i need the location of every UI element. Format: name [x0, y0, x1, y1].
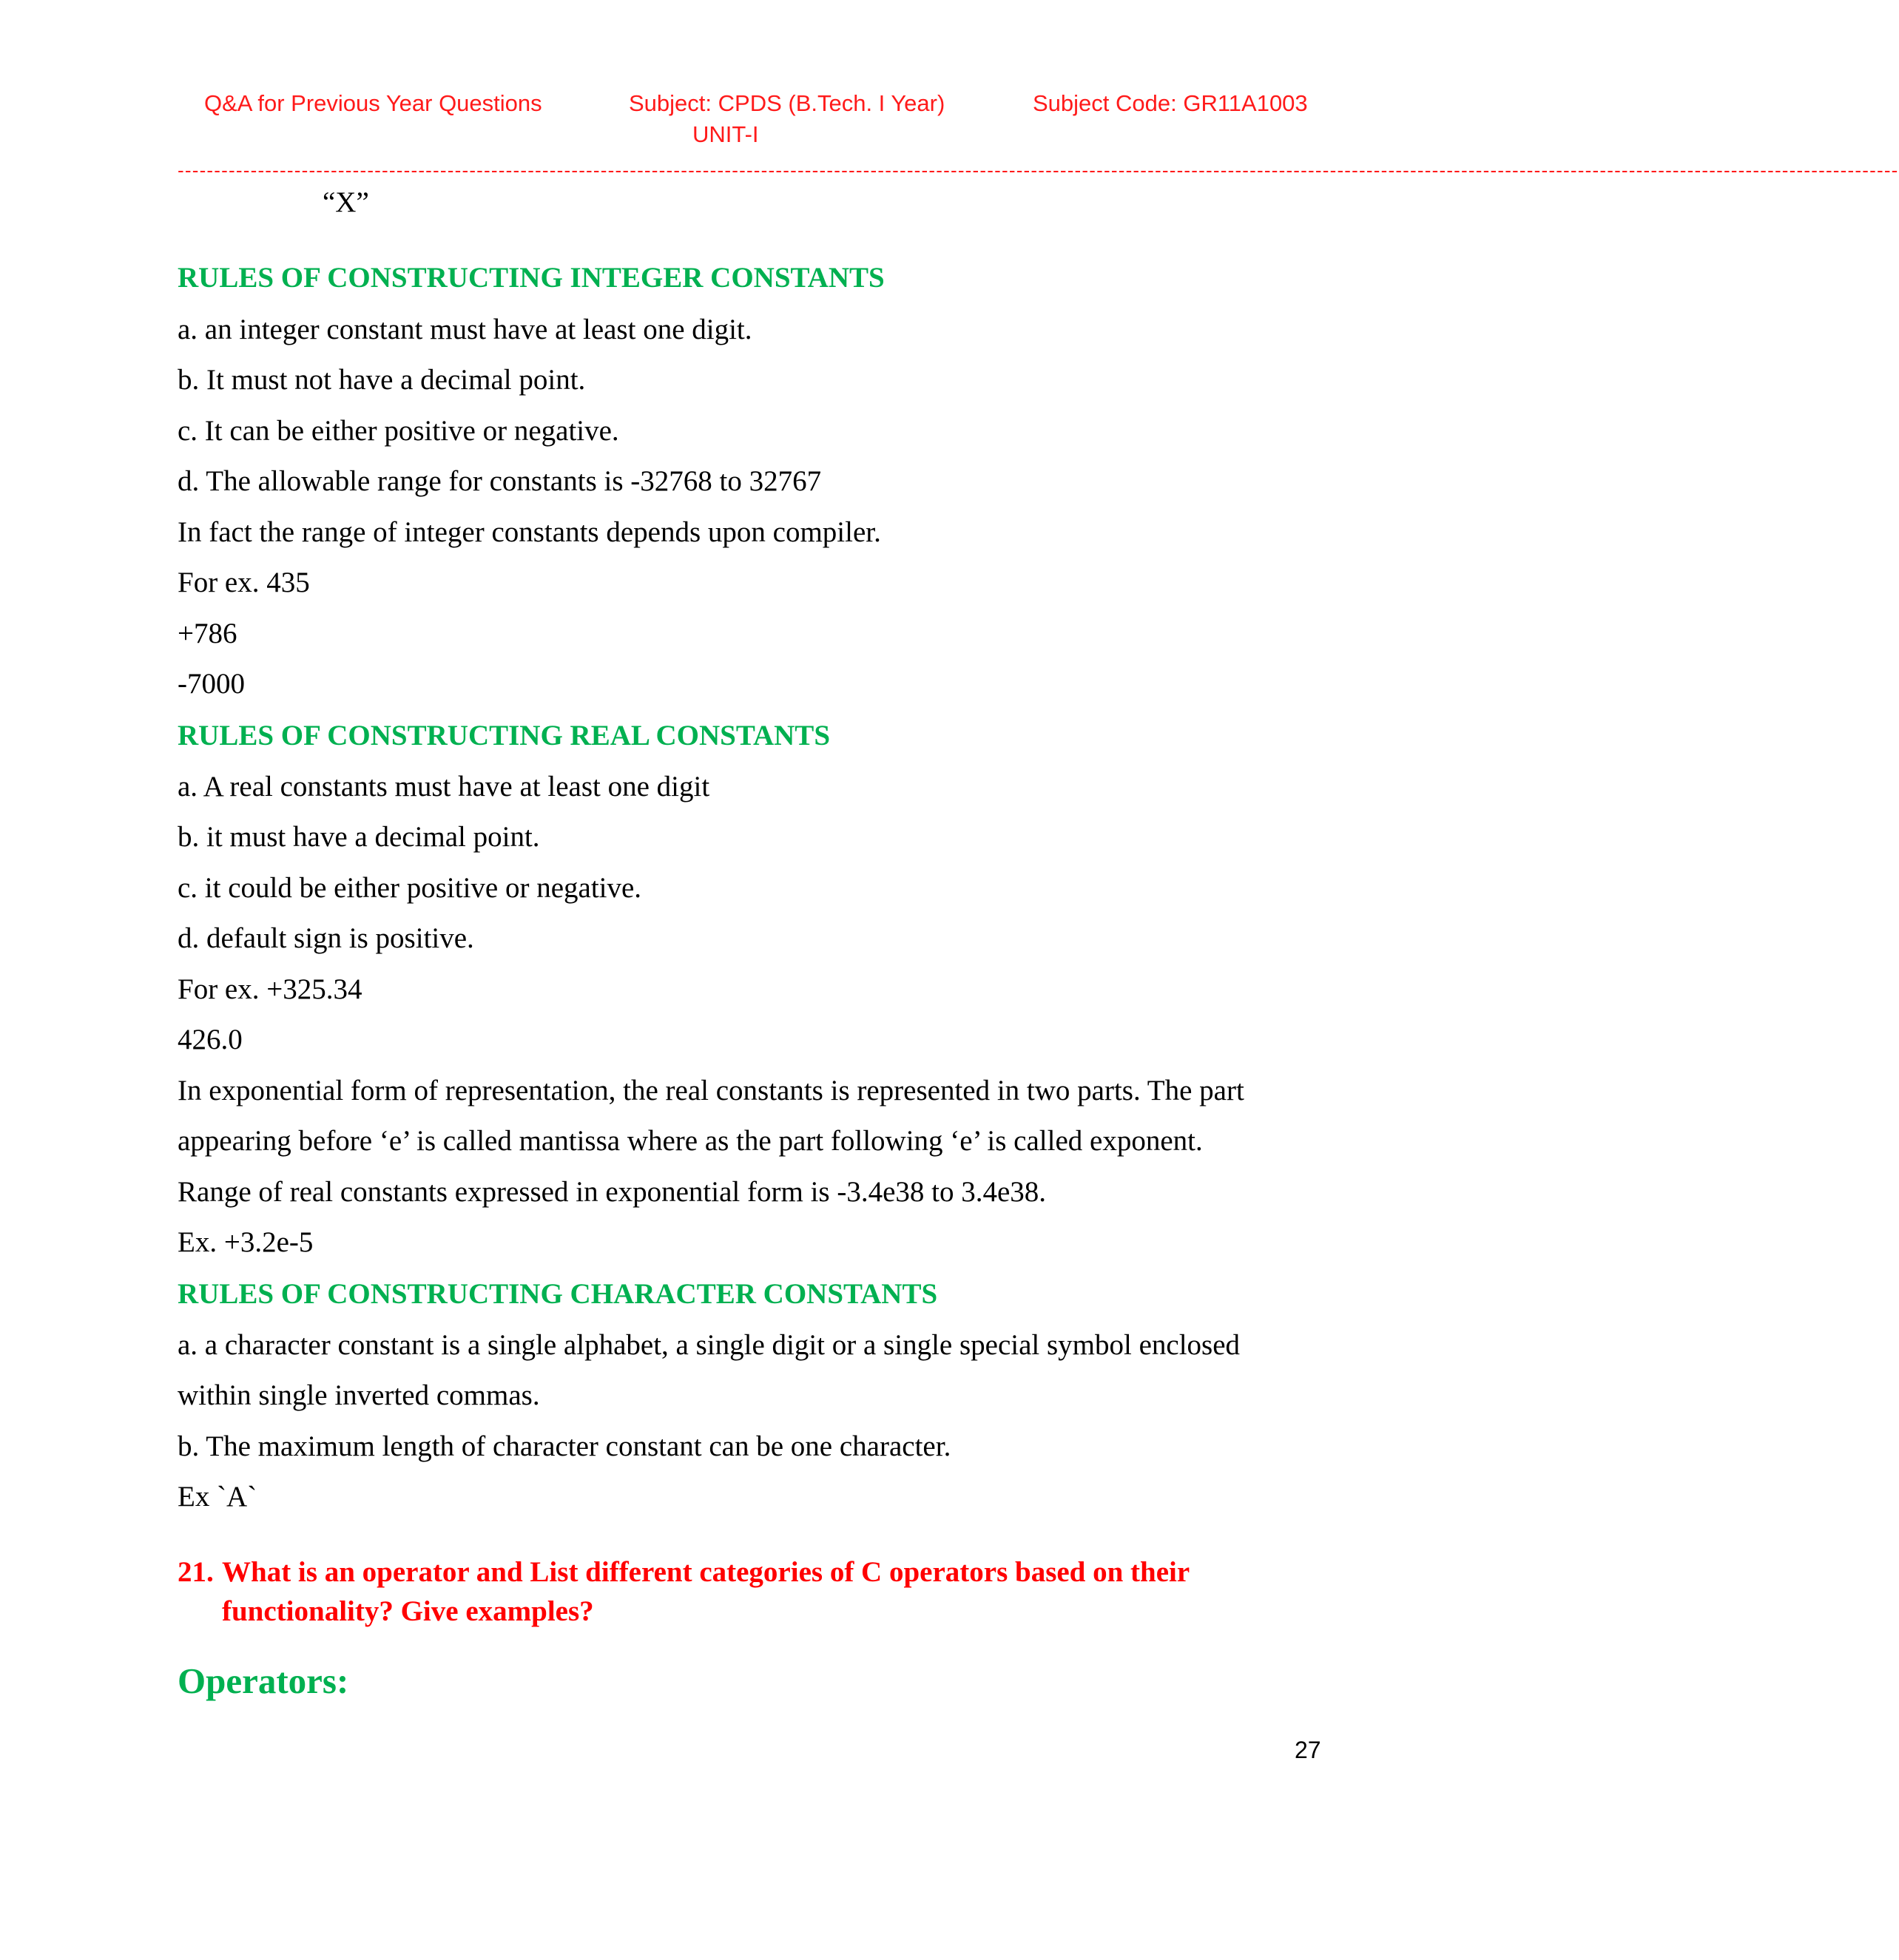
header-subject-code: Subject Code: GR11A1003 [1033, 90, 1308, 116]
integer-rules-heading: RULES OF CONSTRUCTING INTEGER CONSTANTS [178, 262, 885, 294]
question-text-line2: functionality? Give examples? [222, 1595, 594, 1627]
real-exponential-text-2: appearing before ‘e’ is called mantissa where as the part following ‘e’ is called exponent. [178, 1125, 1203, 1157]
character-rule-a-line1: a. a character constant is a single alphabet, a single digit or a single special symbol enclosed [178, 1329, 1241, 1361]
character-example: Ex `A` [178, 1481, 257, 1513]
header-divider: -------------------------------------------------------------------------------------------------------------------------------------------------------------------------------------------------------------------------------------------- [178, 159, 1899, 181]
real-rules-heading: RULES OF CONSTRUCTING REAL CONSTANTS [178, 720, 831, 751]
page-number: 27 [1295, 1737, 1321, 1763]
real-rule-c: c. it could be either positive or negative. [178, 872, 642, 904]
integer-rule-b: b. It must not have a decimal point. [178, 364, 586, 396]
real-range-text: Range of real constants expressed in exponential form is -3.4e38 to 3.4e38. [178, 1176, 1047, 1208]
real-exponential-text-1: In exponential form of representation, the real constants is represented in two parts. The part [178, 1075, 1244, 1106]
header-left-title: Q&A for Previous Year Questions [204, 90, 542, 116]
integer-rule-c: c. It can be either positive or negative. [178, 415, 619, 447]
integer-example-3: -7000 [178, 668, 245, 700]
character-rules-heading: RULES OF CONSTRUCTING CHARACTER CONSTANTS [178, 1278, 938, 1310]
integer-rule-d: d. The allowable range for constants is -32768 to 32767 [178, 465, 822, 497]
integer-note: In fact the range of integer constants depends upon compiler. [178, 516, 881, 548]
header-unit: UNIT-I [692, 121, 759, 147]
header-subject: Subject: CPDS (B.Tech. I Year) [629, 90, 945, 116]
integer-rule-a: a. an integer constant must have at least one digit. [178, 314, 752, 345]
character-rule-b: b. The maximum length of character constant can be one character. [178, 1430, 951, 1462]
question-number: 21. [178, 1556, 214, 1588]
real-exponential-example: Ex. +3.2e-5 [178, 1226, 314, 1258]
character-rule-a-line2: within single inverted commas. [178, 1379, 540, 1411]
real-example-1: For ex. +325.34 [178, 973, 362, 1005]
question-text-line1: What is an operator and List different categories of C operators based on their [222, 1556, 1190, 1588]
operators-heading: Operators: [178, 1660, 349, 1701]
continuation-text: “X” [323, 186, 369, 218]
integer-example-1: For ex. 435 [178, 567, 310, 598]
real-rule-d: d. default sign is positive. [178, 922, 474, 954]
real-example-2: 426.0 [178, 1024, 243, 1055]
real-rule-b: b. it must have a decimal point. [178, 821, 540, 853]
real-rule-a: a. A real constants must have at least one digit [178, 771, 710, 802]
integer-example-2: +786 [178, 618, 237, 649]
